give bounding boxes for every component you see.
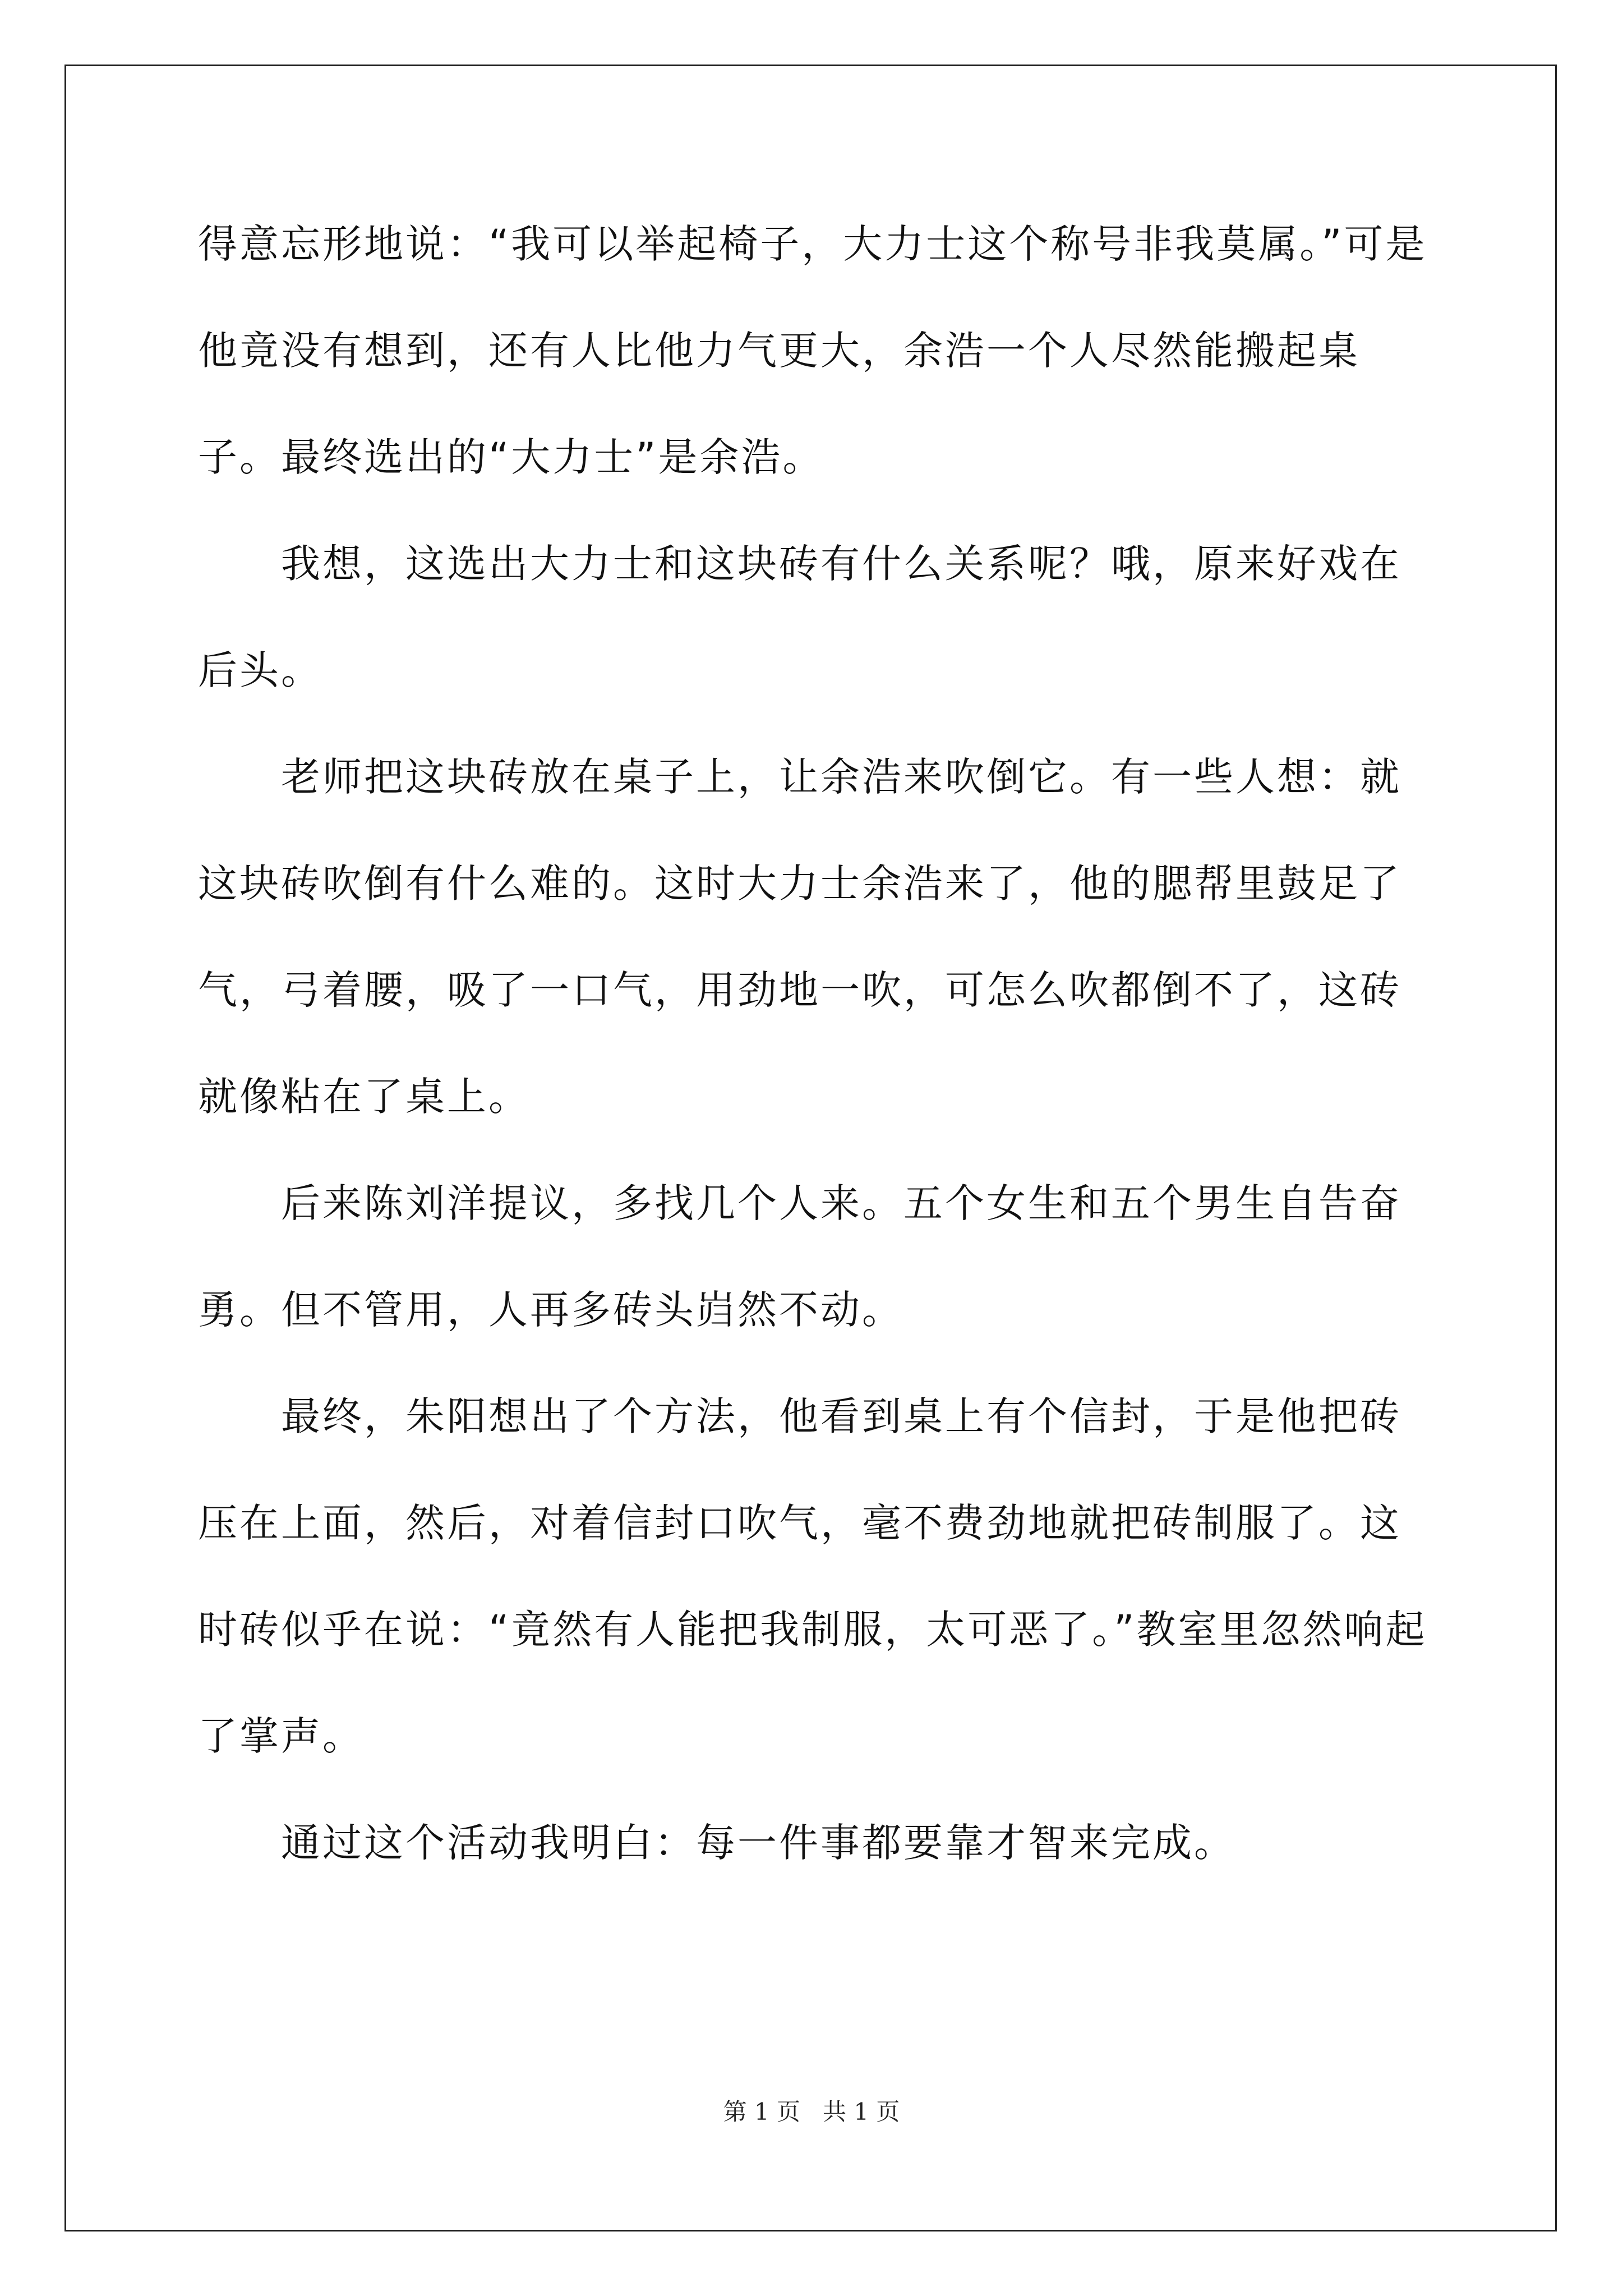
- page-footer: [0, 2093, 1623, 2127]
- paragraph-1: 得意忘形地说：“我可以举起椅子，大力士这个称号非我莫属。”可是他竟没有想到，还有人比他力气更大，余浩一个人尽然能搬起桌子。最终选出的“大力士”是余浩。: [198, 221, 1427, 480]
- page-number: 第 1 页: [723, 2098, 800, 2125]
- paragraph-2: 我想，这选出大力士和这块砖有什么关系呢？哦，原来好戏在后头。: [198, 541, 1401, 693]
- page-total: 共 1 页: [823, 2098, 900, 2125]
- paragraph-3: 老师把这块砖放在桌子上，让余浩来吹倒它。有一些人想：就这块砖吹倒有什么难的。这时大力士余浩来了，他的腮帮里鼓足了气，弓着腰，吸了一口气，用劲地一吹，可怎么吹都倒不了，这砖就像粘在了桌上。: [198, 754, 1401, 1120]
- paragraph-6: 通过这个活动我明白：每一件事都要靠才智来完成。: [281, 1820, 1235, 1866]
- paragraph-4: 后来陈刘洋提议，多找几个人来。五个女生和五个男生自告奋勇。但不管用，人再多砖头岿然不动。: [198, 1180, 1401, 1333]
- document-body: [198, 191, 1437, 1896]
- paragraph-5: 最终，朱阳想出了个方法，他看到桌上有个信封，于是他把砖压在上面，然后，对着信封口吹气，毫不费劲地就把砖制服了。这时砖似乎在说：“竟然有人能把我制服，太可恶了。”教室里忽然响起了掌声。: [198, 1393, 1427, 1759]
